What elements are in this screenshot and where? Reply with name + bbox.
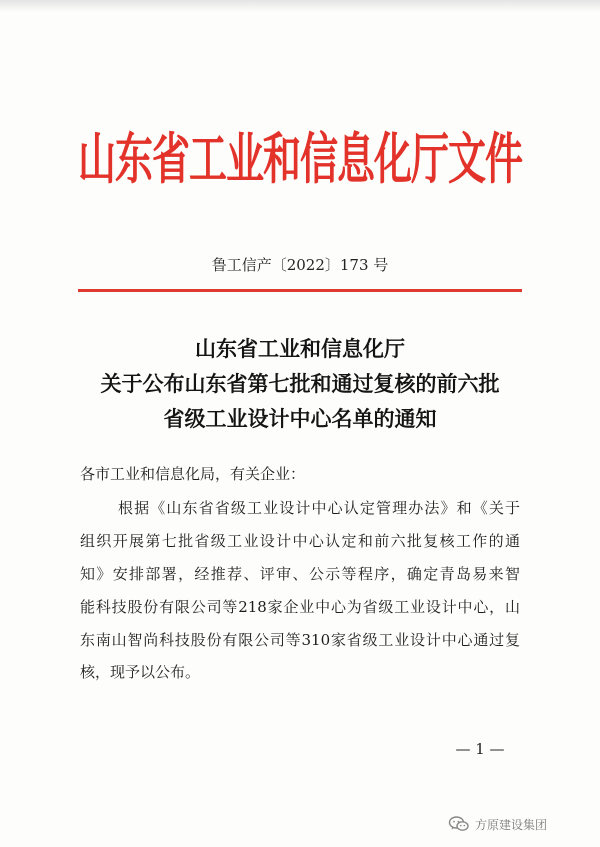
body-line-1: 根据《山东省省级工业设计中心认定管理办法》和《关于 bbox=[118, 499, 520, 517]
body-line-3: 知》安排部署，经推荐、评审、公示等程序，确定青岛易来智 bbox=[80, 565, 520, 583]
body-line-6: 核，现予以公布。 bbox=[80, 663, 201, 681]
title-line-3: 省级工业设计中心名单的通知 bbox=[163, 407, 437, 431]
watermark bbox=[448, 812, 547, 836]
salutation: 各市工业和信息化局，有关企业： bbox=[80, 465, 306, 483]
page-number: — 1 — bbox=[455, 740, 505, 758]
body-line-4: 能科技股份有限公司等218家企业中心为省级工业设计中心，山 bbox=[80, 598, 520, 616]
body-line-5: 东南山智尚科技股份有限公司等310家省级工业设计中心通过复 bbox=[80, 631, 520, 649]
wechat-icon bbox=[448, 815, 470, 833]
document-number: 鲁工信产〔2022〕173 号 bbox=[211, 256, 389, 274]
title-line-1: 山东省工业和信息化厅 bbox=[195, 337, 405, 361]
title-line-2: 关于公布山东省第七批和通过复核的前六批 bbox=[100, 372, 500, 396]
document-header: 山东省工业和信息化厅文件 bbox=[77, 127, 522, 191]
scan-edge-shadow bbox=[0, 0, 600, 12]
body-line-2: 组织开展第七批省级工业设计中心认定和前六批复核工作的通 bbox=[80, 532, 520, 550]
header-divider bbox=[78, 289, 522, 292]
watermark-text: 方原建设集团 bbox=[475, 817, 548, 832]
